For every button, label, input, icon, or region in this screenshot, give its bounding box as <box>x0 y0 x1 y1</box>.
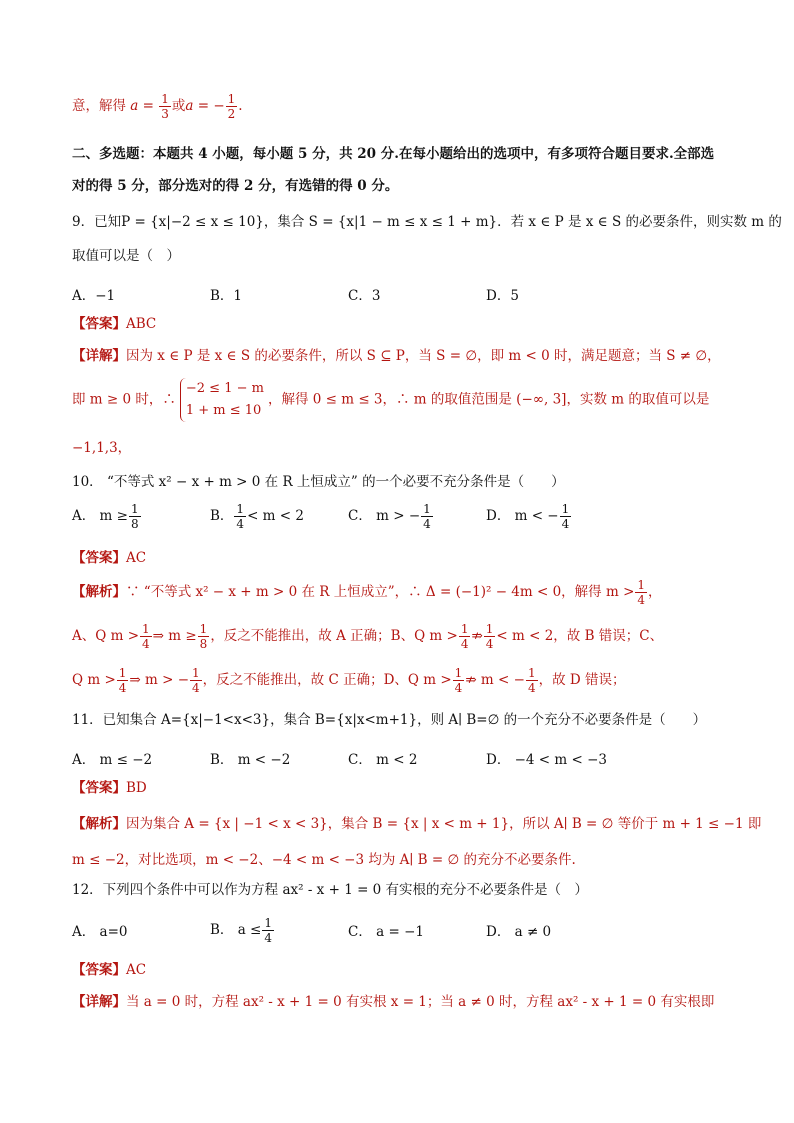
fraction <box>635 578 647 607</box>
text: ⇏ <box>471 628 483 644</box>
answer-tag: 【答案】 <box>72 962 126 978</box>
denominator: 4 <box>118 681 127 695</box>
answer: BD <box>126 780 147 796</box>
text: a = − <box>185 98 225 114</box>
text: ∵ “不等式 x² − x + m > 0 在 R 上恒成立”，∴ Δ = (−1)² − 4m < 0，解得 m > <box>126 584 635 600</box>
text: ，反之不能推出，故 A 正确；B、Q m > <box>210 628 458 644</box>
fraction <box>262 916 274 945</box>
system-row: 1 + m ≤ 10 <box>185 403 262 418</box>
section-heading-cont: 对的得 5 分，部分选对的得 2 分，有选错的得 0 分。 <box>72 178 399 194</box>
text: < m < 2，故 B 错误；C、 <box>496 628 664 644</box>
question-12: 12．下列四个条件中可以作为方程 ax² - x + 1 = 0 有实根的充分不必要条件是（ ） <box>72 882 589 898</box>
numerator: 1 <box>142 622 150 636</box>
text: Q m > <box>72 672 116 688</box>
denominator: 8 <box>199 637 208 651</box>
denominator: 3 <box>161 107 169 121</box>
fraction <box>234 502 246 531</box>
analysis-tag: 【解析】 <box>72 584 126 600</box>
text: 意，解得 <box>72 98 126 114</box>
text: C． m > − <box>348 508 421 524</box>
denominator: 4 <box>485 637 494 651</box>
denominator: 2 <box>227 107 236 121</box>
denominator: 4 <box>454 681 463 695</box>
q11-analysis-1 <box>72 814 761 834</box>
q10-analysis-1: 【解析】∵ “不等式 x² − x + m > 0 在 R 上恒成立”，∴ Δ = (−1)² − 4m < 0，解得 m > $\frac{1}{4}$ ， <box>72 578 662 607</box>
q12-option-a: A． a=0 <box>72 924 128 940</box>
text: 因为 x ∈ P 是 x ∈ S 的必要条件，所以 S ⊆ P，当 S = ∅，即 m < 0 时，满足题意；当 S ≠ ∅， <box>126 348 721 364</box>
q10-answer <box>72 548 146 568</box>
text: ⇏ m < − <box>465 672 525 688</box>
numerator: 1 <box>161 92 169 106</box>
q9-detail-2 <box>72 378 709 422</box>
solution-continuation <box>72 92 243 121</box>
q9-option-d: D．5 <box>486 288 519 304</box>
text: < m < 2 <box>247 508 304 524</box>
denominator: 8 <box>130 517 139 531</box>
fraction <box>459 622 471 651</box>
text: 因为集合 A = {x | −1 < x < 3}，集合 B = {x | x < m + 1}，所以 A∣ B = ∅ 等价于 m + 1 ≤ −1 即 <box>126 816 762 832</box>
denominator: 4 <box>527 681 536 695</box>
q10-analysis-3 <box>72 666 625 695</box>
text: ⇒ m ≥ <box>152 628 197 644</box>
denominator: 4 <box>236 517 245 531</box>
text: 即 m ≥ 0 时，∴ <box>72 391 176 408</box>
numerator: 1 <box>199 622 208 636</box>
q11-option-b: B． m < −2 <box>210 752 291 768</box>
q11-answer <box>72 778 147 798</box>
q10-option-d <box>486 502 572 531</box>
question-10: 10． “不等式 x² − x + m > 0 在 R 上恒成立” 的一个必要不充分条件是（ ） <box>72 474 565 490</box>
numerator: 1 <box>454 666 463 680</box>
denominator: 4 <box>637 593 646 607</box>
q12-answer <box>72 960 146 980</box>
fraction <box>190 666 202 695</box>
q10-option-a <box>72 502 142 531</box>
text: ，故 D 错误； <box>538 672 626 688</box>
answer-tag: 【答案】 <box>72 550 126 566</box>
denominator: 4 <box>423 517 431 531</box>
numerator: 1 <box>527 666 536 680</box>
text: B． a ≤ <box>210 922 262 938</box>
numerator: 1 <box>227 92 236 106</box>
q11-option-c: C． m < 2 <box>348 752 418 768</box>
question-9: 9．已知P = {x|−2 ≤ x ≤ 10}，集合 S = {x|1 − m ≤ x ≤ 1 + m}．若 x ∈ P 是 x ∈ S 的必要条件，则实数 m 的 <box>72 214 782 230</box>
numerator: 1 <box>423 502 431 516</box>
numerator: 1 <box>264 916 273 930</box>
answer: AC <box>126 962 147 978</box>
analysis-tag: 【解析】 <box>72 816 126 832</box>
inequality-system <box>180 378 264 422</box>
q12-option-d: D． a ≠ 0 <box>486 924 552 940</box>
question-11: 11．已知集合 A={x|−1<x<3}，集合 B={x|x<m+1}，则 A∣ B=∅ 的一个充分不必要条件是（ ） <box>72 712 707 728</box>
answer-tag: 【答案】 <box>72 316 126 332</box>
text: a = <box>130 98 159 114</box>
section-heading: 二、多选题：本题共 4 小题，每小题 5 分，共 20 分.在每小题给出的选项中，有多项符合题目要求.全部选 <box>72 146 715 162</box>
q12-option-c: C． a = −1 <box>348 924 424 940</box>
q9-detail-1 <box>72 346 721 366</box>
numerator: 1 <box>561 502 570 516</box>
q11-option-d: D． −4 < m < −3 <box>486 752 608 768</box>
numerator: 1 <box>460 622 469 636</box>
q10-analysis-2 <box>72 622 663 651</box>
q9-option-b: B．1 <box>210 288 243 304</box>
denominator: 4 <box>460 637 469 651</box>
detail-tag: 【详解】 <box>72 994 126 1010</box>
denominator: 4 <box>561 517 570 531</box>
q9-detail-3: −1,1,3， <box>72 440 132 456</box>
q10-option-c <box>348 502 434 531</box>
fraction <box>226 92 238 121</box>
text: 或 <box>171 98 186 114</box>
text: ，反之不能推出，故 C 正确；D、Q m > <box>202 672 452 688</box>
q9-option-c: C．3 <box>348 288 381 304</box>
fraction <box>159 92 171 121</box>
fraction <box>484 622 496 651</box>
fraction <box>421 502 433 531</box>
numerator: 1 <box>192 666 200 680</box>
answer-tag: 【答案】 <box>72 780 126 796</box>
answer: AC <box>126 550 147 566</box>
denominator: 4 <box>264 931 273 945</box>
q9-option-a: A．−1 <box>72 288 116 304</box>
denominator: 4 <box>142 637 150 651</box>
fraction <box>560 502 572 531</box>
numerator: 1 <box>236 502 245 516</box>
fraction <box>117 666 129 695</box>
q12-detail-1 <box>72 992 714 1012</box>
text: 当 a = 0 时，方程 ax² - x + 1 = 0 有实根 x = 1；当 a ≠ 0 时，方程 ax² - x + 1 = 0 有实根即 <box>126 994 715 1010</box>
denominator: 4 <box>192 681 200 695</box>
text: B． <box>210 508 234 524</box>
fraction <box>129 502 141 531</box>
fraction <box>453 666 465 695</box>
answer: ABC <box>126 316 157 332</box>
q11-option-a: A． m ≤ −2 <box>72 752 153 768</box>
text: A． m ≥ <box>72 508 128 524</box>
numerator: 1 <box>485 622 494 636</box>
q12-option-b <box>210 916 275 945</box>
text: D． m < − <box>486 508 559 524</box>
fraction <box>140 622 152 651</box>
q10-option-b <box>210 502 304 531</box>
system-row: −2 ≤ 1 − m <box>185 381 264 396</box>
question-9-cont: 取值可以是（ ） <box>72 248 180 264</box>
q11-analysis-2: m ≤ −2，对比选项，m < −2、−4 < m < −3 均为 A∣ B = ∅ 的充分不必要条件. <box>72 852 576 868</box>
text: . <box>238 98 243 114</box>
numerator: 1 <box>118 666 127 680</box>
fraction <box>198 622 210 651</box>
text: A、Q m > <box>72 628 140 644</box>
text: ，解得 0 ≤ m ≤ 3，∴ m 的取值范围是 (−∞, 3]，实数 m 的取值可以是 <box>267 391 710 408</box>
numerator: 1 <box>130 502 139 516</box>
numerator: 1 <box>637 578 646 592</box>
text: ⇒ m > − <box>129 672 190 688</box>
q9-answer <box>72 314 156 334</box>
fraction <box>526 666 538 695</box>
detail-tag: 【详解】 <box>72 348 126 364</box>
